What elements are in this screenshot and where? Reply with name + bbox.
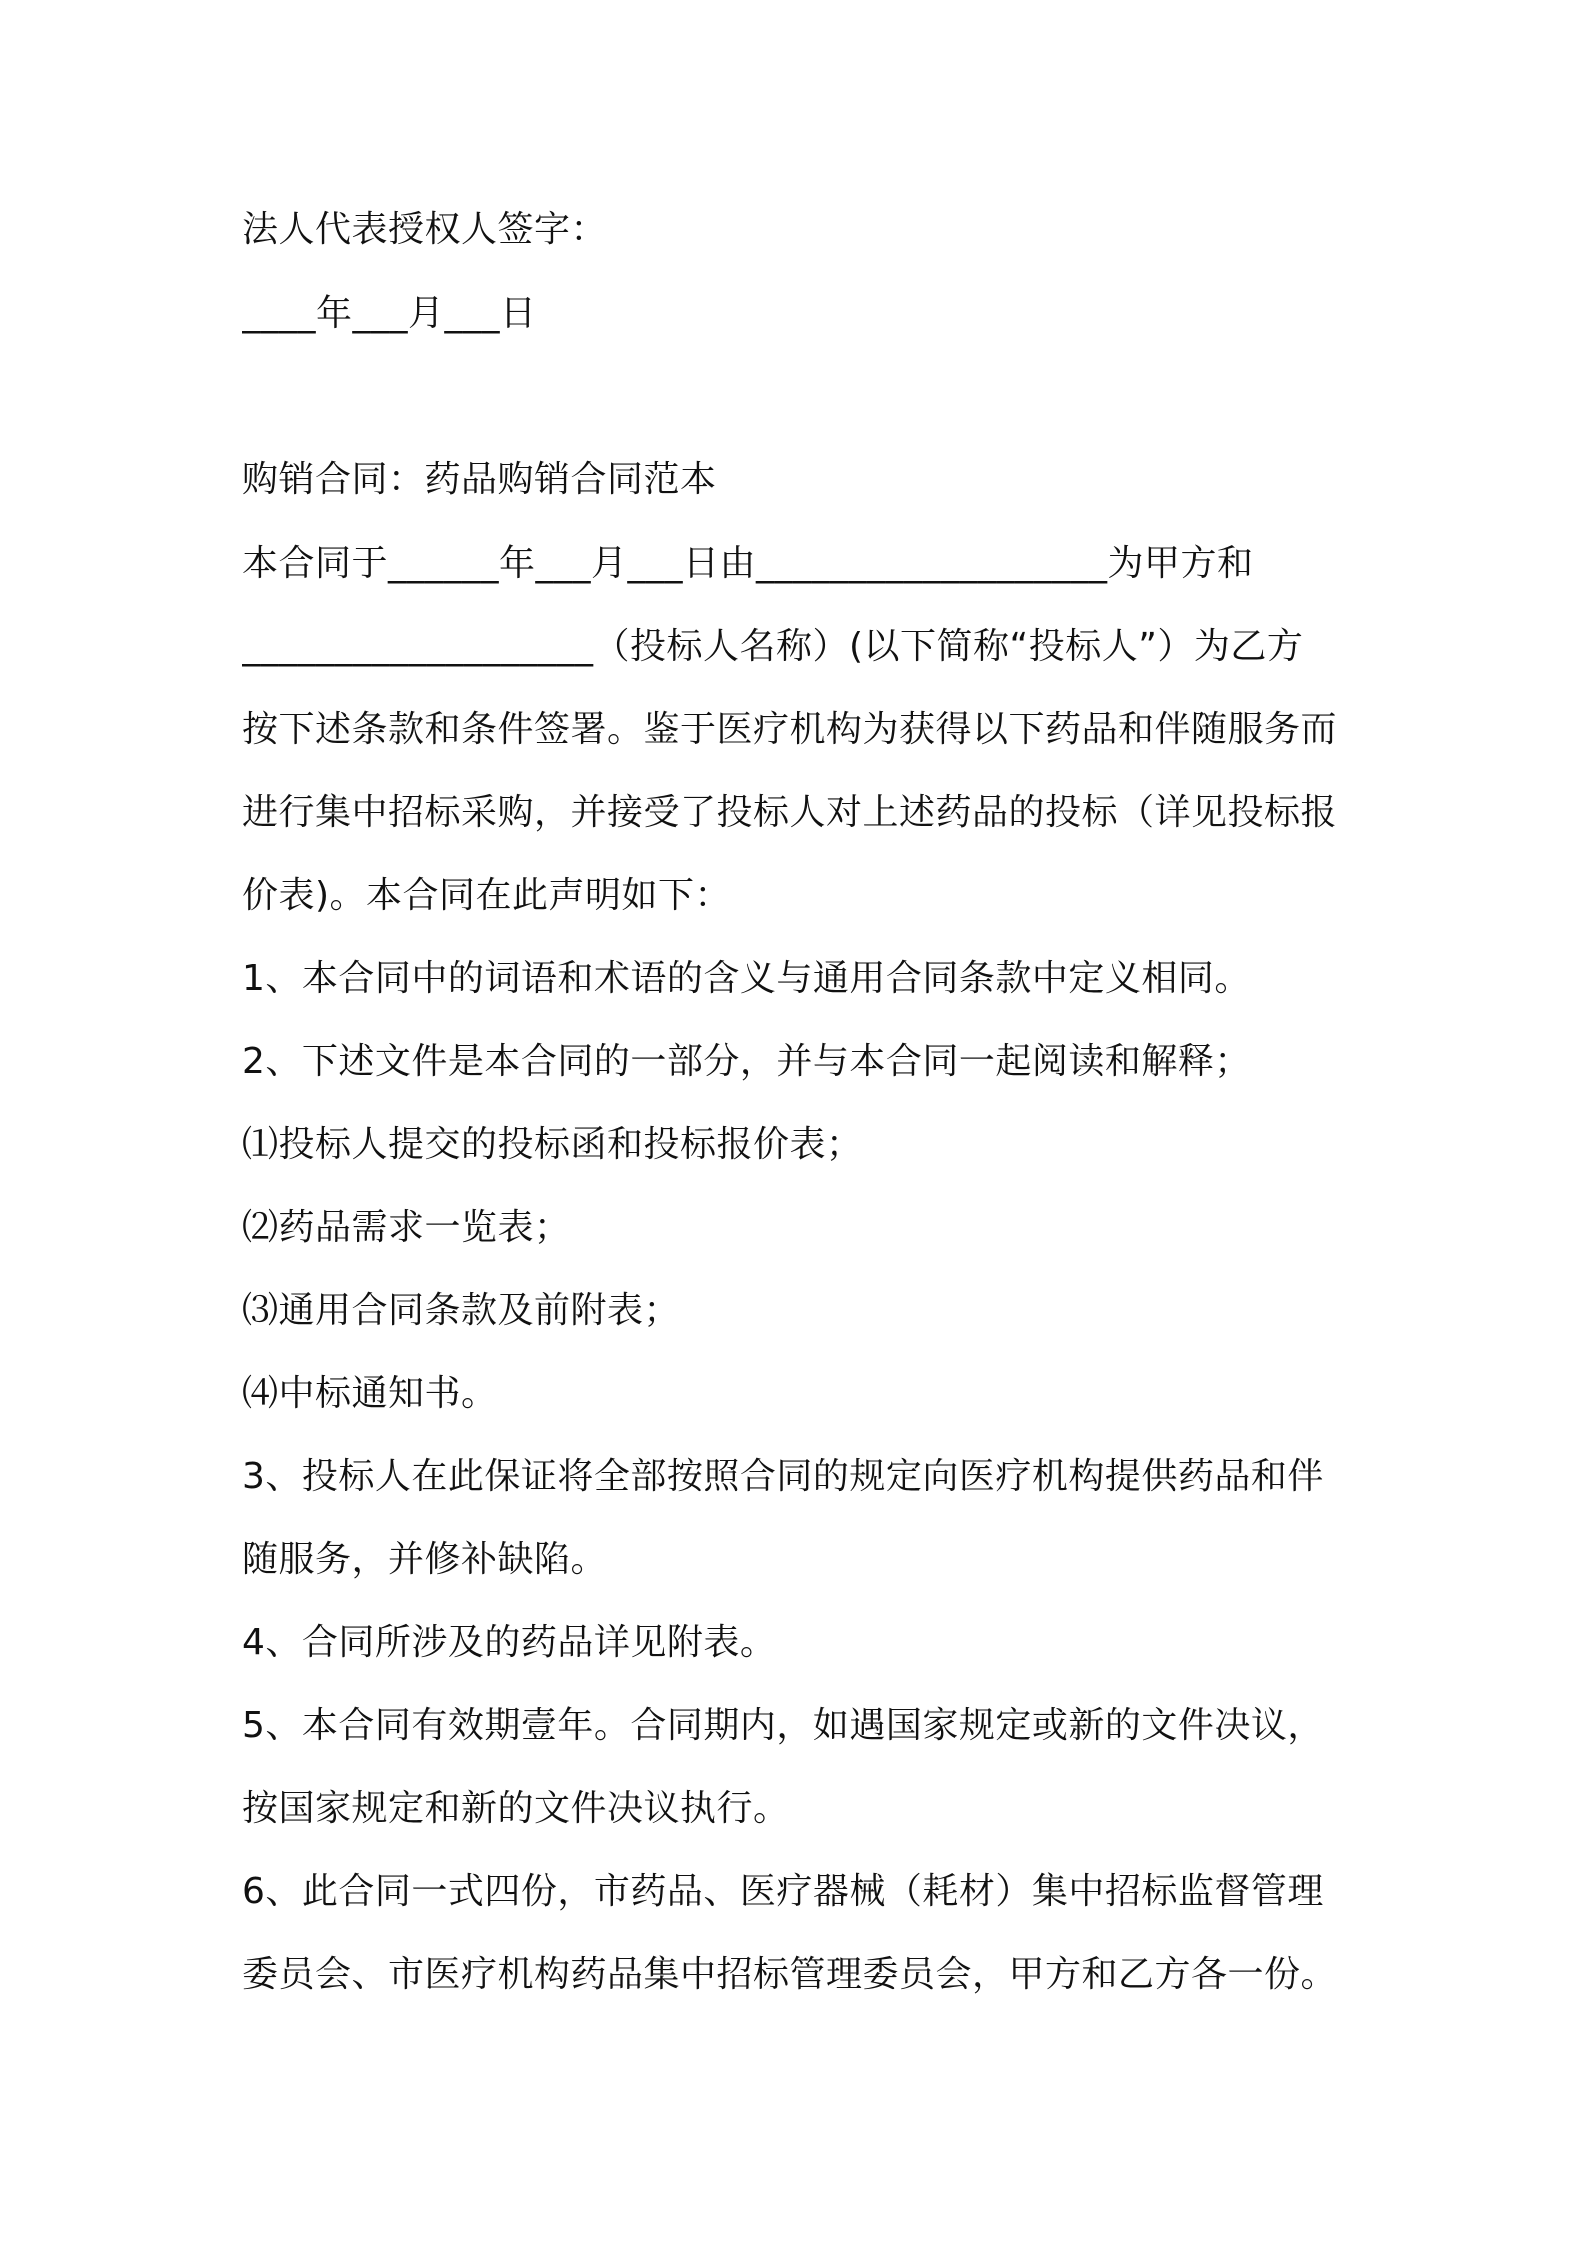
- contract-title: 购销合同：药品购销合同范本: [242, 459, 717, 500]
- clause-4: 4、合同所涉及的药品详见附表。: [242, 1622, 777, 1663]
- document-item-3: ⑶通用合同条款及前附表；: [242, 1290, 681, 1331]
- signature-date-line: ____年___月___日: [242, 293, 537, 334]
- clause-3-line-1: 3、投标人在此保证将全部按照合同的规定向医疗机构提供药品和伴: [242, 1456, 1324, 1497]
- intro-line: 价表)。本合同在此声明如下：: [242, 875, 732, 916]
- clause-1: 1、本合同中的词语和术语的含义与通用合同条款中定义相同。: [242, 958, 1251, 999]
- document-item-4: ⑷中标通知书。: [242, 1373, 498, 1414]
- clause-5-line-2: 按国家规定和新的文件决议执行。: [242, 1788, 790, 1829]
- intro-line: 按下述条款和条件签署。鉴于医疗机构为获得以下药品和伴随服务而: [242, 709, 1338, 750]
- document-item-2: ⑵药品需求一览表；: [242, 1207, 571, 1248]
- intro-line: 进行集中招标采购，并接受了投标人对上述药品的投标（详见投标报: [242, 792, 1338, 833]
- clause-6-line-2: 委员会、市医疗机构药品集中招标管理委员会，甲方和乙方各一份。: [242, 1954, 1338, 1995]
- intro-line: ___________________（投标人名称）(以下简称“投标人”）为乙方: [242, 626, 1304, 667]
- document-item-1: ⑴投标人提交的投标函和投标报价表；: [242, 1124, 863, 1165]
- signature-label: 法人代表授权人签字：: [242, 209, 608, 250]
- clause-6-line-1: 6、此合同一式四份，市药品、医疗器械（耗材）集中招标监督管理: [242, 1871, 1324, 1912]
- clause-5-line-1: 5、本合同有效期壹年。合同期内，如遇国家规定或新的文件决议，: [242, 1705, 1324, 1746]
- intro-line: 本合同于______年___月___日由___________________为甲方和: [242, 543, 1254, 584]
- clause-3-line-2: 随服务，并修补缺陷。: [242, 1539, 608, 1580]
- clause-2: 2、下述文件是本合同的一部分，并与本合同一起阅读和解释；: [242, 1041, 1251, 1082]
